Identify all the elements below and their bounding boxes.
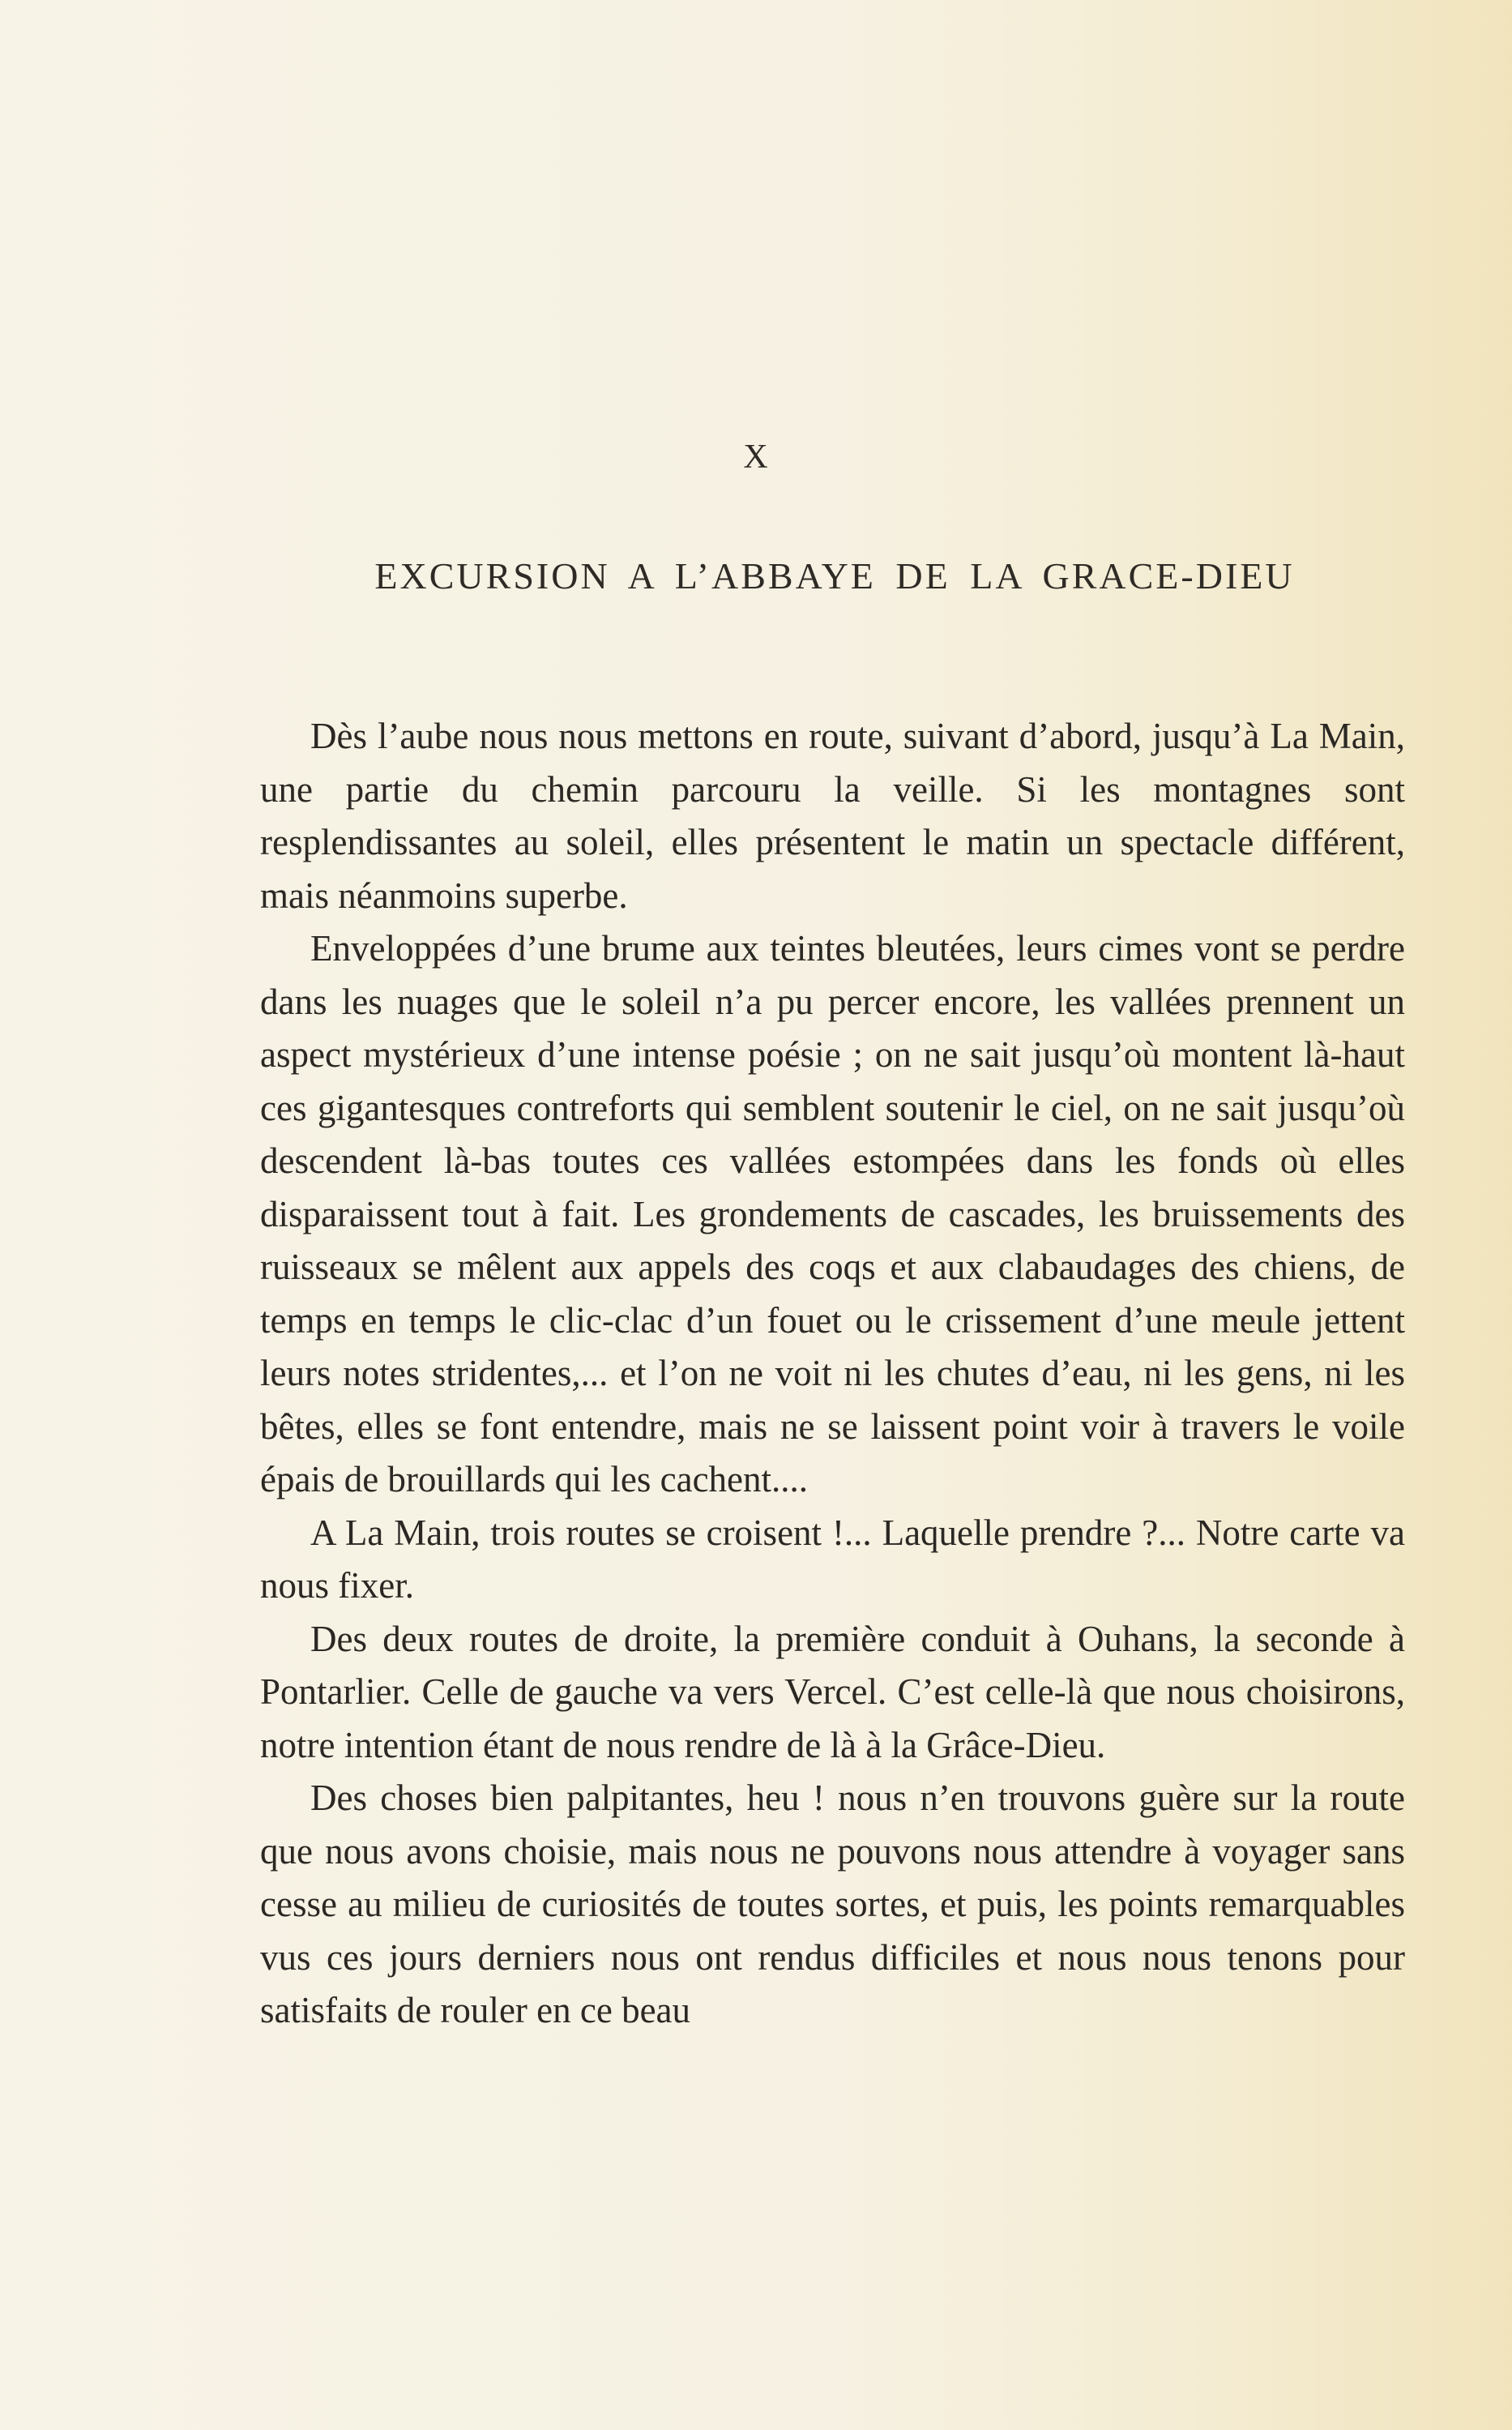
paragraph: Dès l’aube nous nous mettons en route, suivant d’abord, jusqu’à La Main, une partie du chemin parcouru la veille. Si les montagnes sont resplendissantes au soleil, elles présentent le matin un spectacle différent, mais néanmoins superbe.	[260, 716, 1405, 916]
body-text	[260, 710, 1405, 2038]
paragraph: Des deux routes de droite, la première conduit à Ouhans, la seconde à Pontarlier. Celle de gauche va vers Vercel. C’est celle-là que nous choisirons, notre intention étant de nous rendre de là à la Grâce-Dieu.	[260, 1618, 1405, 1765]
paragraph: Des choses bien palpitantes, heu ! nous n’en trouvons guère sur la route que nous avons choisie, mais nous ne pouvons nous attendre à voyager sans cesse au milieu de curiosités de toutes sortes, et puis, les points remarquables vus ces jours derniers nous ont rendus difficiles et nous nous tenons pour satisfaits de rouler en ce beau	[260, 1778, 1405, 2030]
chapter-number: X	[743, 439, 769, 476]
paragraph: A La Main, trois routes se croisent !... Laquelle prendre ?... Notre carte va nous fixer.	[260, 1512, 1405, 1606]
chapter-title: EXCURSION A L’ABBAYE DE LA GRACE-DIEU	[374, 555, 1295, 597]
paragraph: Enveloppées d’une brume aux teintes bleutées, leurs cimes vont se perdre dans les nuages que le soleil n’a pu percer encore, les vallées prennent un aspect mystérieux d’une intense poésie ; on ne sait jusqu’où montent là-haut ces gigantesques contreforts qui semblent soutenir le ciel, on ne sait jusqu’où descendent là-bas toutes ces vallées estompées dans les fonds où elles disparaissent tout à fait. Les grondements de cascades, les bruissements des ruisseaux se mêlent aux appels des coqs et aux clabaudages des chiens, de temps en temps le clic-clac d’un fouet ou le crissement d’une meule jettent leurs notes stridentes,... et l’on ne voit ni les chutes d’eau, ni les gens, ni les bêtes, elles se font entendre, mais ne se laissent point voir à travers le voile épais de brouillards qui les cachent....	[260, 928, 1405, 1499]
